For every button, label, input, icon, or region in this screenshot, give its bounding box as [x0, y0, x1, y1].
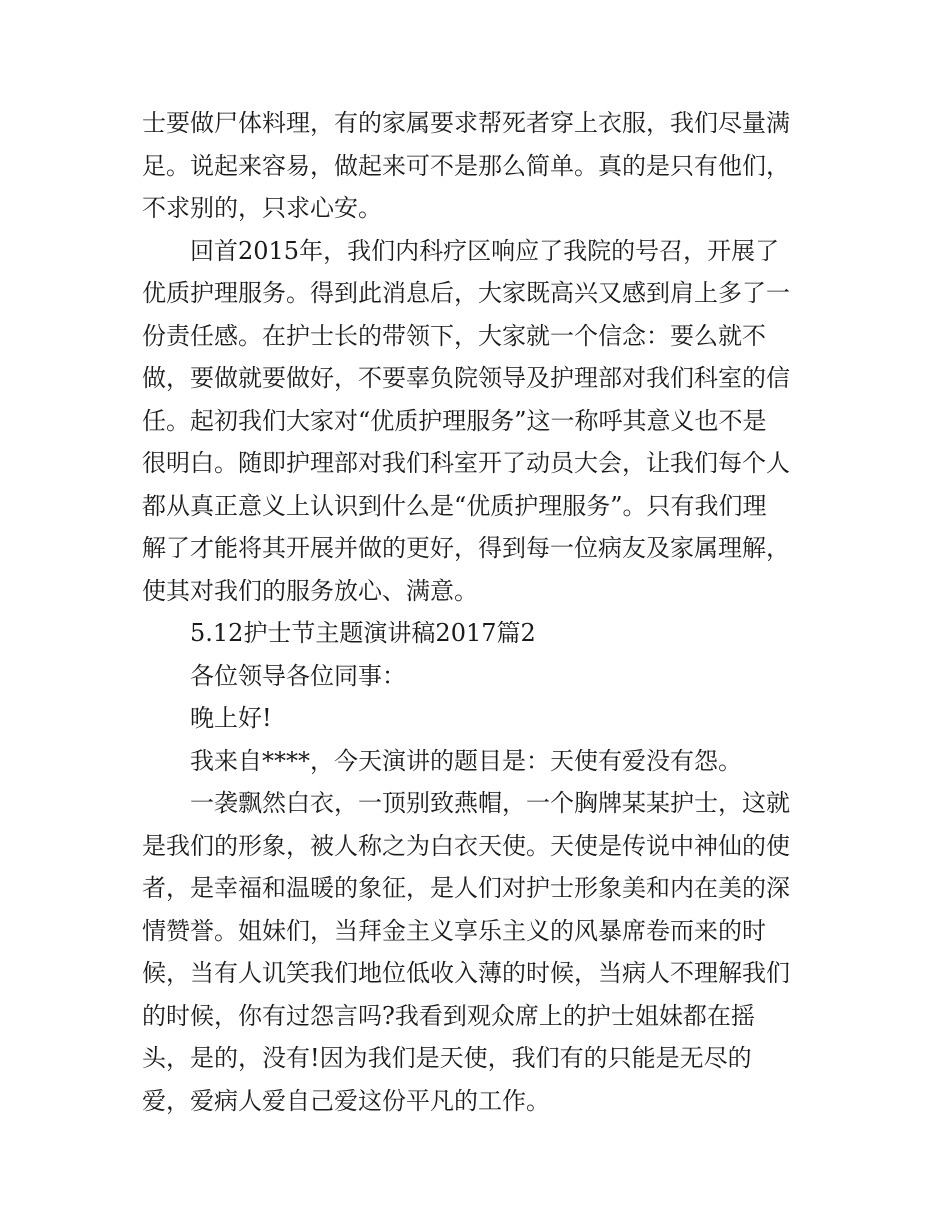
text-line: 晚上好! — [190, 704, 272, 732]
text-line: 任。起初我们大家对“优质护理服务”这一称呼其意义也不是 — [142, 406, 767, 435]
text-line: 头，是的，没有!因为我们是天使，我们有的只能是无尽的 — [142, 1044, 752, 1072]
text-line: 我来自****，今天演讲的题目是：天使有爱没有怨。 — [190, 746, 742, 775]
text-line: 回首2015年，我们内科疗区响应了我院的号召，开展了 — [190, 236, 780, 265]
text-line: 足。说起来容易，做起来可不是那么简单。真的是只有他们， — [142, 151, 790, 180]
text-line: 一袭飘然白衣，一顶别致燕帽，一个胸牌某某护士，这就 — [190, 789, 790, 817]
text-line: 不求别的，只求心安。 — [142, 194, 382, 222]
text-line: 候，当有人讥笑我们地位低收入薄的时候，当病人不理解我们 — [142, 959, 790, 987]
text-line: 都从真正意义上认识到什么是“优质护理服务”。只有我们理 — [142, 491, 767, 520]
text-line: 优质护理服务。得到此消息后，大家既高兴又感到肩上多了一 — [142, 279, 790, 307]
text-line: 份责任感。在护士长的带领下，大家就一个信念：要么就不 — [142, 321, 766, 350]
text-line: 使其对我们的服务放心、满意。 — [142, 576, 478, 605]
text-line: 士要做尸体料理，有的家属要求帮死者穿上衣服，我们尽量满 — [142, 109, 790, 137]
text-line: 5.12护士节主题演讲稿2017篇2 — [190, 619, 536, 647]
text-line: 做，要做就要做好，不要辜负院领导及护理部对我们科室的信 — [142, 364, 790, 392]
text-line: 各位领导各位同事： — [190, 661, 406, 690]
text-line: 是我们的形象，被人称之为白衣天使。天使是传说中神仙的使 — [142, 831, 790, 860]
text-line: 情赞誉。姐妹们，当拜金主义享乐主义的风暴席卷而来的时 — [142, 916, 766, 945]
text-line: 爱，爱病人爱自己爱这份平凡的工作。 — [142, 1086, 550, 1115]
document-body — [142, 102, 822, 1122]
text-line: 的时候，你有过怨言吗?我看到观众席上的护士姐妹都在摇 — [142, 1001, 755, 1030]
text-line: 解了才能将其开展并做的更好，得到每一位病友及家属理解， — [142, 534, 790, 562]
text-line: 者，是幸福和温暖的象征，是人们对护士形象美和内在美的深 — [142, 874, 790, 902]
text-line: 很明白。随即护理部对我们科室开了动员大会，让我们每个人 — [142, 449, 790, 477]
